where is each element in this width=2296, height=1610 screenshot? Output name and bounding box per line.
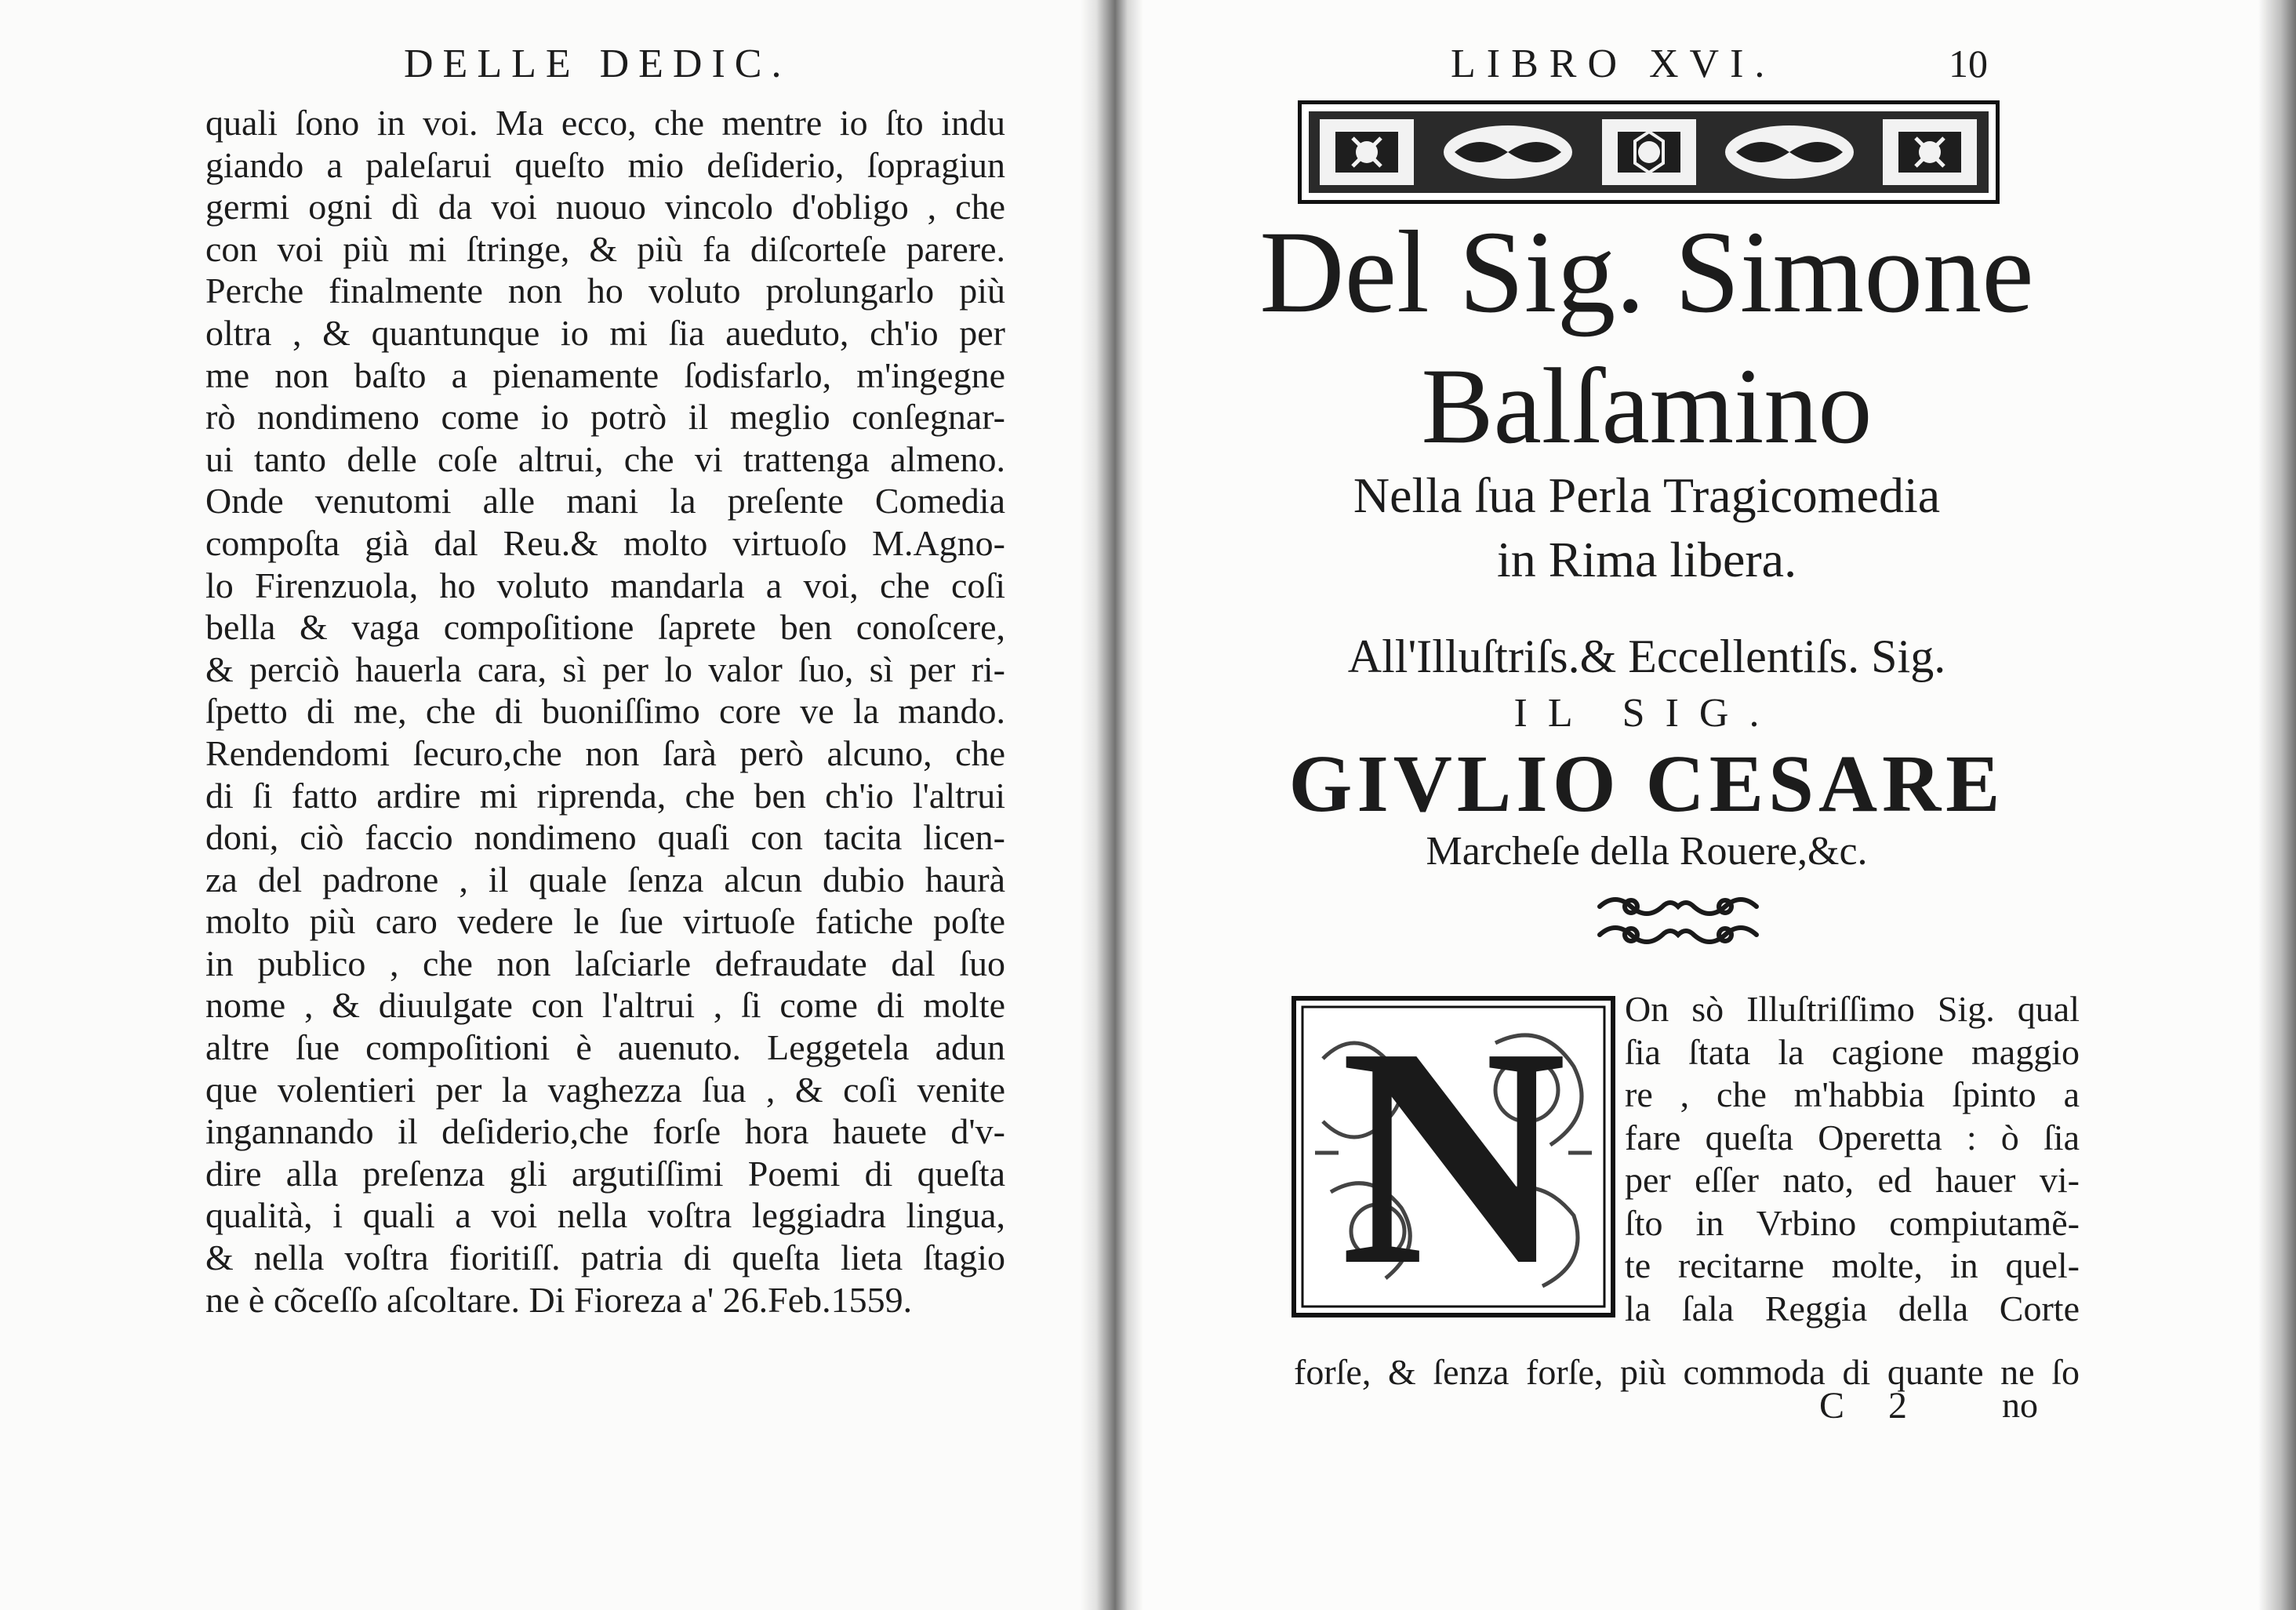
page-number: 10 <box>1949 42 1988 85</box>
text-line: & perciò hauerla cara, sì per lo valor ſuo, sì per ri- <box>205 649 1005 689</box>
text-line: ſto in Vrbino compiutamẽ- <box>1625 1202 2080 1243</box>
decorated-initial-icon <box>1292 983 1615 1330</box>
initial-letter: N <box>1340 983 1567 1330</box>
text-line: Rendendomi ſecuro,che non ſarà però alcuno, che <box>205 732 1005 773</box>
text-line: Onde venutomi alle mani la preſente Comedia <box>205 481 1005 522</box>
text-line: compoſta già dal Reu.& molto virtuoſo M.Agno- <box>205 522 1005 563</box>
text-line: molto più caro vedere le ſue virtuoſe fatiche poſte <box>205 901 1005 942</box>
left-page <box>0 0 1106 1610</box>
gutter-shadow <box>1081 0 1143 1610</box>
running-head-right: LIBRO XVI. <box>1451 42 1776 86</box>
text-line: nome , & diuulgate con l'altrui , ſi come di molte <box>205 985 1005 1026</box>
text-line: ſpetto di me, che di buoniſſimo core ve la mando. <box>205 691 1005 732</box>
text-line: za del padrone , il quale ſenza alcun dubio haurà <box>205 859 1005 899</box>
text-line: con voi più mi ſtringe, & più fa diſcorteſe parere. <box>205 228 1005 269</box>
text-line: altre ſue compoſitioni è auenuto. Leggetela adun <box>205 1027 1005 1068</box>
text-line: que volentieri per la vaghezza ſua , & coſi venite <box>205 1069 1005 1110</box>
text-line: forſe, & ſenza forſe, più commoda di quante ne ſo <box>1294 1352 2080 1392</box>
text-line: ſia ſtata la cagione maggio <box>1625 1031 2080 1072</box>
subtitle-line-2: in Rima libera. <box>1496 532 1797 587</box>
catchword: no <box>2002 1385 2038 1425</box>
text-line: rò nondimeno come io potrò il meglio conſegnar- <box>205 397 1005 438</box>
page-edge-shadow <box>2258 0 2296 1610</box>
text-line: ingannando il deſiderio,che forſe hora hauete d'v- <box>205 1111 1005 1152</box>
running-head-left: DELLE DEDIC. <box>404 42 791 86</box>
text-line: ne è cõceſſo aſcoltare. Di Fioreza a' 26.Feb.1559. <box>205 1279 913 1320</box>
dedication-line-2: IL SIG. <box>1513 691 1780 736</box>
text-line: ui tanto delle coſe altrui, che vi trattenga almeno. <box>205 438 1005 479</box>
text-line: bella & vaga compoſitione ſaprete ben conoſcere, <box>205 607 1005 648</box>
text-line: doni, ciò faccio nondimeno quaſi con tacita licen- <box>205 817 1005 858</box>
scrollwork-headpiece-icon <box>1298 100 2000 204</box>
text-line: la ſala Reggia della Corte <box>1625 1288 2080 1328</box>
text-line: oltra , & quantunque io mi ſia aueduto, ch'io per <box>205 312 1005 353</box>
text-line: lo Firenzuola, ho voluto mandarla a voi, che coſi <box>205 565 1005 605</box>
subtitle-line-1: Nella ſua Perla Tragicomedia <box>1353 467 1941 523</box>
dedication-line-4: Marcheſe della Rouere,&c. <box>1426 829 1868 874</box>
text-line: germi ogni dì da voi nuouo vincolo d'obligo , che <box>205 187 1005 227</box>
text-line: me non baſto a pienamente ſodisfarlo, m'ingegne <box>205 354 1005 395</box>
title-line-1: Del Sig. Simone <box>1259 207 2034 337</box>
text-line: per eſſer nato, ed hauer vi- <box>1625 1160 2080 1200</box>
text-line: di ſi fatto ardire mi riprenda, che ben ch'io l'altrui <box>205 775 1005 816</box>
text-line: qualità, i quali a voi nella voſtra leggiadra lingua, <box>205 1195 1005 1236</box>
text-line: & nella voſtra fioritiſſ. patria di queſta lieta ſtagio <box>205 1237 1005 1278</box>
text-line: dire alla preſenza gli argutiſſimi Poemi di queſta <box>205 1153 1005 1194</box>
right-page-body <box>1625 988 2080 1330</box>
left-page-body <box>205 102 1005 1321</box>
text-line: Perche finalmente non ho voluto prolungarlo più <box>205 271 1005 311</box>
text-line: quali ſono in voi. Ma ecco, che mentre io ſto indu <box>205 103 1005 143</box>
dedication-line-1: All'Illuſtriſs.& Eccellentiſs. Sig. <box>1347 631 1946 682</box>
text-line: re , che m'habbia ſpinto a <box>1625 1074 2080 1114</box>
text-line: te recitarne molte, in quel- <box>1625 1245 2080 1285</box>
title-line-2: Balſamino <box>1421 346 1873 466</box>
fleuron-ornament-icon <box>1584 889 1772 952</box>
right-page-body-full <box>1294 1351 2080 1394</box>
signature-mark: C 2 <box>1819 1385 1925 1426</box>
text-line: On sò Illuſtriſſimo Sig. qual <box>1625 989 2080 1029</box>
dedication-line-3: GIVLIO CESARE <box>1288 739 2005 829</box>
text-line: fare queſta Operetta : ò ſia <box>1625 1117 2080 1158</box>
text-line: giando a paleſarui queſto mio deſiderio, ſopragiun <box>205 144 1005 185</box>
text-line: in publico , che non laſciarle defraudate dal ſuo <box>205 943 1005 983</box>
